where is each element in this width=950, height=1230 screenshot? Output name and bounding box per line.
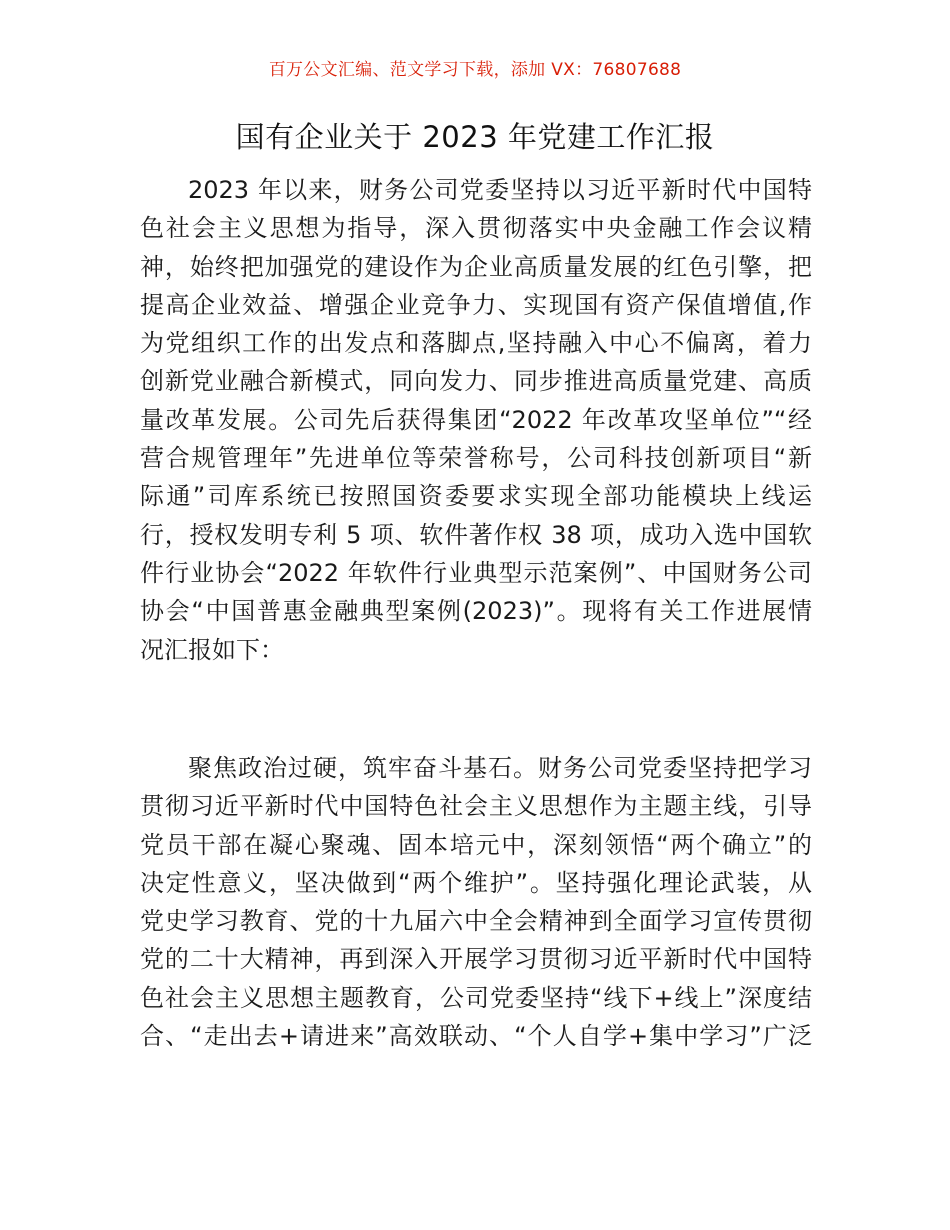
paragraph-line: 际通”司库系统已按照国资委要求实现全部功能模块上线运 (140, 482, 812, 511)
paragraph-line: 协会“中国普惠金融典型案例(2023)”。现将有关工作进展情 (140, 597, 812, 626)
paragraph-line: 2023 年以来，财务公司党委坚持以习近平新时代中国特 (188, 176, 812, 204)
header-watermark-text: 百万公文汇编、范文学习下载，添加 VX：76807688 (268, 60, 682, 80)
paragraph-line: 神，始终把加强党的建设作为企业高质量发展的红色引擎，把 (140, 252, 812, 281)
paragraph-line: 聚焦政治过硬，筑牢奋斗基石。财务公司党委坚持把学习 (188, 754, 812, 782)
paragraph-line: 量改革发展。公司先后获得集团“2022 年改革攻坚单位”“经 (140, 405, 812, 434)
document-title: 国有企业关于 2023 年党建工作汇报 (235, 120, 715, 154)
paragraph-line: 决定性意义，坚决做到“两个维护”。坚持强化理论武装，从 (140, 868, 812, 897)
paragraph-line: 况汇报如下： (140, 635, 284, 664)
paragraph-line: 营合规管理年”先进单位等荣誉称号，公司科技创新项目“新 (140, 444, 812, 473)
paragraph-line: 提高企业效益、增强企业竞争力、实现国有资产保值增值,作 (140, 290, 812, 319)
paragraph-line: 党的二十大精神，再到深入开展学习贯彻习近平新时代中国特 (140, 945, 812, 974)
paragraph-line: 件行业协会“2022 年软件行业典型示范案例”、中国财务公司 (140, 558, 812, 587)
paragraph-line: 贯彻习近平新时代中国特色社会主义思想作为主题主线，引导 (140, 792, 812, 821)
paragraph-line: 创新党业融合新模式，同向发力、同步推进高质量党建、高质 (140, 367, 812, 396)
paragraph-1 (140, 171, 812, 669)
paragraph-line: 党员干部在凝心聚魂、固本培元中，深刻领悟“两个确立”的 (140, 830, 812, 859)
paragraph-line: 色社会主义思想主题教育，公司党委坚持“线下+线上”深度结 (140, 983, 812, 1012)
paragraph-line: 色社会主义思想为指导，深入贯彻落实中央金融工作会议精 (140, 214, 812, 243)
paragraph-line: 党史学习教育、党的十九届六中全会精神到全面学习宣传贯彻 (140, 907, 812, 936)
paragraph-line: 行，授权发明专利 5 项、软件著作权 38 项，成功入选中国软 (140, 520, 812, 549)
paragraph-2 (140, 749, 812, 1055)
paragraph-line: 为党组织工作的出发点和落脚点,坚持融入中心不偏离，着力 (140, 329, 812, 358)
paragraph-line: 合、“走出去+请进来”高效联动、“个人自学+集中学习”广泛 (140, 1022, 812, 1051)
